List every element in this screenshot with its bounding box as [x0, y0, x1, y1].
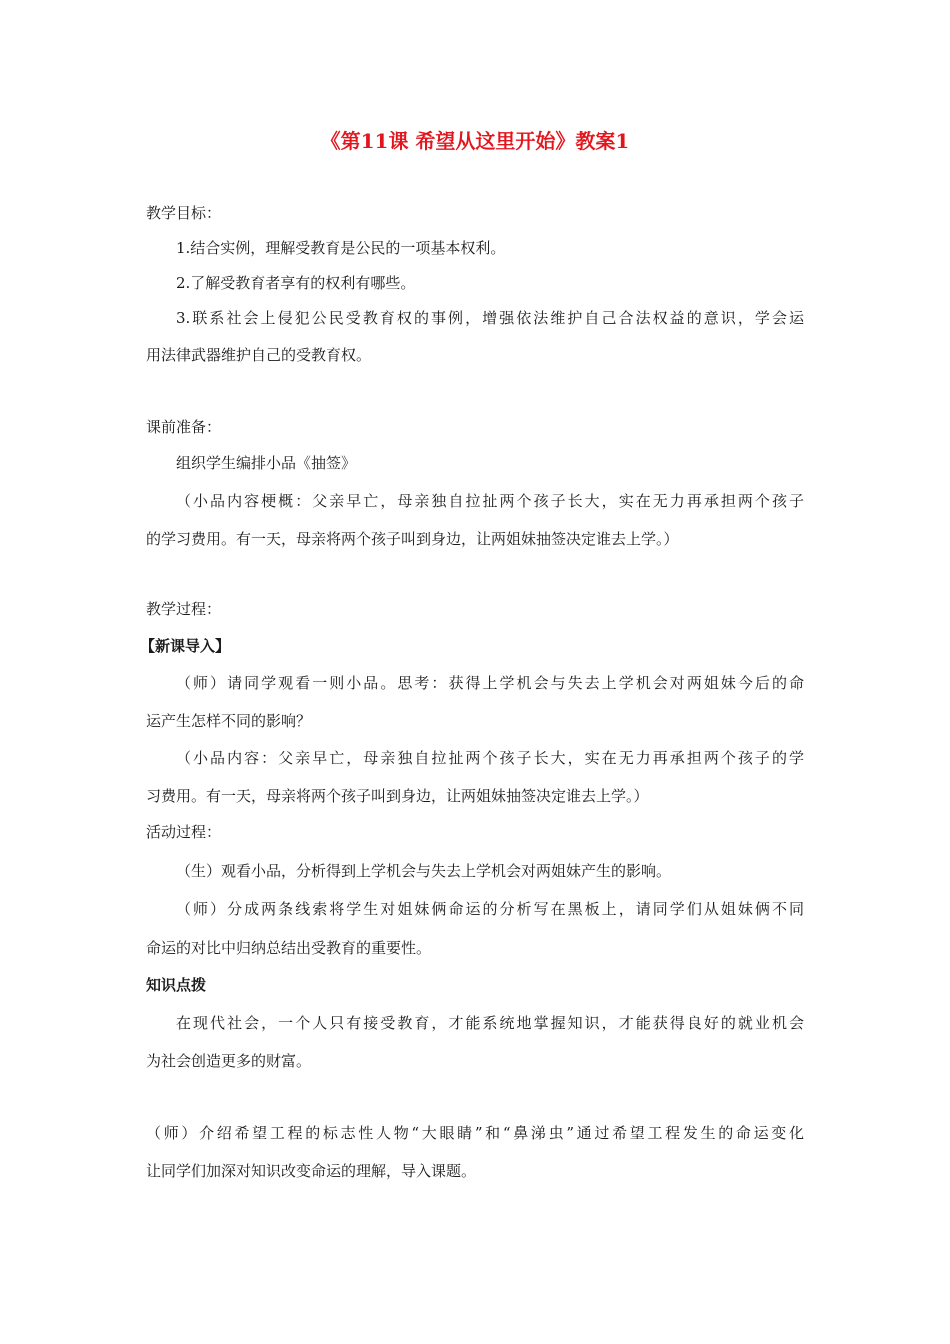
process-line-4: 习费用。有一天，母亲将两个孩子叫到身边，让两姐妹抽签决定谁去上学。） [146, 787, 649, 805]
objective-item-3: 3.联系社会上侵犯公民受教育权的事例，增强依法维护自己合法权益的意识，学会运 [176, 309, 804, 327]
process-heading: 教学过程： [146, 600, 222, 618]
process-line-2: 运产生怎样不同的影响？ [146, 712, 312, 730]
preparation-heading: 课前准备： [146, 418, 222, 436]
document-title: 《第11课 希望从这里开始》教案1 [320, 129, 630, 153]
preparation-line-3: 的学习费用。有一天，母亲将两个孩子叫到身边，让两姐妹抽签决定谁去上学。） [146, 530, 679, 548]
objective-item-3-continued: 用法律武器维护自己的受教育权。 [146, 346, 372, 364]
knowledge-line-2: 为社会创造更多的财富。 [146, 1052, 312, 1070]
process-line-7: 命运的对比中归纳总结出受教育的重要性。 [146, 939, 432, 957]
process-line-5: （生）观看小品，分析得到上学机会与失去上学机会对两姐妹产生的影响。 [176, 862, 672, 880]
objective-item-1: 1.结合实例，理解受教育是公民的一项基本权利。 [176, 239, 506, 257]
activity-heading: 活动过程： [146, 823, 222, 841]
objective-item-2: 2.了解受教育者享有的权利有哪些。 [176, 274, 416, 292]
new-lesson-heading: 【新课导入】 [140, 637, 231, 655]
process-line-1: （师）请同学观看一则小品。思考：获得上学机会与失去上学机会对两姐妹今后的命 [176, 674, 804, 692]
process-line-3: （小品内容：父亲早亡，母亲独自拉扯两个孩子长大，实在无力再承担两个孩子的学 [176, 749, 804, 767]
preparation-line-1: 组织学生编排小品《抽签》 [176, 454, 357, 472]
process-line-6: （师）分成两条线索将学生对姐妹俩命运的分析写在黑板上，请同学们从姐妹俩不同 [176, 900, 804, 918]
closing-line-1: （师）介绍希望工程的标志性人物“大眼睛”和“鼻涕虫”通过希望工程发生的命运变化 [146, 1124, 804, 1142]
closing-line-2: 让同学们加深对知识改变命运的理解，导入课题。 [146, 1162, 477, 1180]
objectives-heading: 教学目标： [146, 204, 222, 222]
knowledge-heading: 知识点拨 [146, 976, 207, 994]
preparation-line-2: （小品内容梗概：父亲早亡，母亲独自拉扯两个孩子长大，实在无力再承担两个孩子 [176, 492, 804, 510]
knowledge-line-1: 在现代社会，一个人只有接受教育，才能系统地掌握知识，才能获得良好的就业机会 [176, 1014, 804, 1032]
